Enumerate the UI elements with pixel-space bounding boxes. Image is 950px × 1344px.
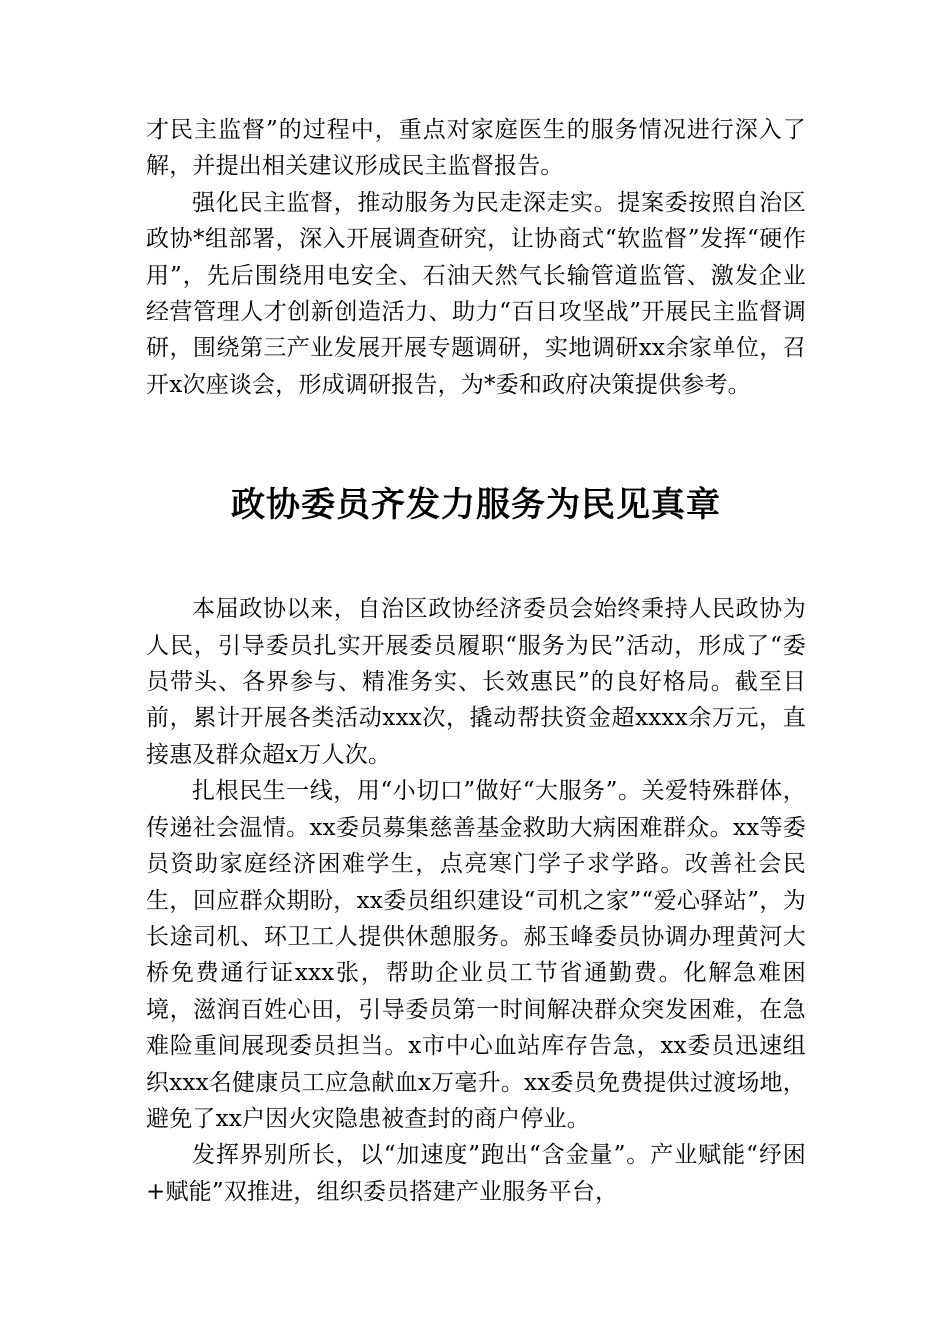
paragraph-intro: 本届政协以来，自治区政协经济委员会始终秉持人民政协为人民，引导委员扎实开展委员履职“服务为民”活动，形成了“委员带头、各界参与、精准务实、长效惠民”的良好格局。截至目前，累计开展各类活动xxx次，撬动帮扶资金超xxxx余万元，直接惠及群众超x万人次。 [146, 596, 806, 768]
paragraph-livelihood: 扎根民生一线，用“小切口”做好“大服务”。关爱特殊群体，传递社会温情。xx委员募集慈善基金救助大病困难群众。xx等委员资助家庭经济困难学生，点亮寒门学子求学路。改善社会民生，回应群众期盼，xx委员组织建设“司机之家”“爱心驿站”，为长途司机、环卫工人提供休憩服务。郝玉峰委员协调办理黄河大桥免费通行证xxx张，帮助企业员工节省通勤费。化解急难困境，滋润百姓心田，引导委员第一时间解决群众突发困难，在急难险重间展现委员担当。x市中心血站库存告急，xx委员迅速组织xxx名健康员工应急献血x万毫升。xx委员免费提供过渡场地，避免了xx户因火灾隐患被查封的商户停业。 [146, 778, 806, 1132]
paragraph-democratic-supervision: 强化民主监督，推动服务为民走深走实。提案委按照自治区政协*组部署，深入开展调查研究，让协商式“软监督”发挥“硬作用”，先后围绕用电安全、石油天然气长输管道监管、激发企业经营管理人才创新创造活力、助力“百日攻坚战”开展民主监督调研，围绕第三产业发展开展专题调研，实地调研xx余家单位，召开x次座谈会，形成调研报告，为*委和政府决策提供参考。 [146, 189, 806, 398]
section-title: 政协委员齐发力服务为民见真章 [231, 485, 721, 526]
paragraph-continuation: 才民主监督”的过程中，重点对家庭医生的服务情况进行深入了解，并提出相关建议形成民主监督报告。 [146, 117, 806, 180]
paragraph-sector-strengths: 发挥界别所长，以“加速度”跑出“含金量”。产业赋能“纾困+赋能”双推进，组织委员搭建产业服务平台， [146, 1142, 806, 1205]
document-page [146, 112, 806, 1210]
